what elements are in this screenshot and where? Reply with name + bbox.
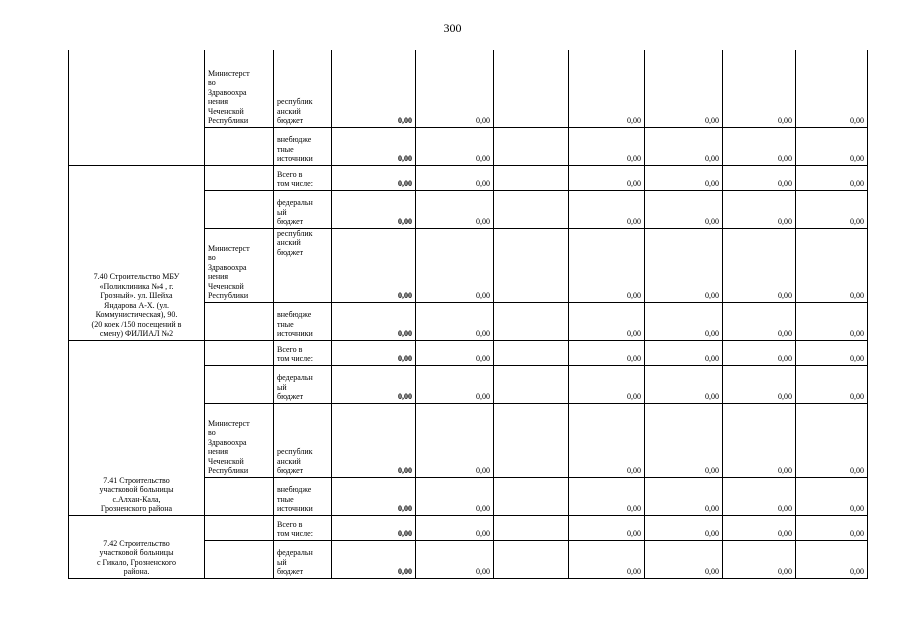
value-col3 [494,340,569,365]
value-col6: 0,00 [723,403,796,477]
executor-cell [205,165,274,190]
object-name-7-41: 7.41 Строительство участковой больницы с.Алхан-Кала, Грозненского района [69,340,205,515]
value-col3 [494,190,569,228]
value-col4: 0,00 [569,302,645,340]
value-col2: 0,00 [416,190,494,228]
value-col4: 0,00 [569,50,645,127]
value-col3 [494,228,569,302]
value-col6: 0,00 [723,515,796,540]
value-col4: 0,00 [569,403,645,477]
value-col5: 0,00 [645,165,723,190]
value-col6: 0,00 [723,540,796,578]
value-col5: 0,00 [645,50,723,127]
value-col4: 0,00 [569,477,645,515]
value-col6: 0,00 [723,477,796,515]
source-extra: внебюдже тные источники [274,127,332,165]
source-federal: федеральн ый бюджет [274,540,332,578]
value-total: 0,00 [332,540,416,578]
object-name-7-40: 7.40 Строительство МБУ «Поликлиника №4 , г. Грозный». ул. Шейха Яндарова А-Х. (ул. Коммунистическая), 90. (20 коек /150 посещений в смену) ФИЛИАЛ №2 [69,165,205,340]
executor-cell [205,540,274,578]
value-col7: 0,00 [796,515,868,540]
value-col2: 0,00 [416,515,494,540]
value-total: 0,00 [332,228,416,302]
executor-cell [205,515,274,540]
value-col4: 0,00 [569,190,645,228]
value-col6: 0,00 [723,127,796,165]
source-total: Всего в том числе: [274,515,332,540]
value-col5: 0,00 [645,477,723,515]
value-total: 0,00 [332,127,416,165]
value-col3 [494,50,569,127]
page-number: 300 [443,21,462,35]
value-col2: 0,00 [416,228,494,302]
value-col2: 0,00 [416,127,494,165]
object-name-7-42: 7.42 Строительство участковой больницы с Гикало, Грозненского района. [69,515,205,578]
value-col5: 0,00 [645,228,723,302]
table-row [69,50,868,127]
table-row [69,165,868,190]
value-total: 0,00 [332,50,416,127]
budget-table [68,50,868,579]
value-col7: 0,00 [796,228,868,302]
executor-cell [205,365,274,403]
executor-cell [205,302,274,340]
executor-cell: Министерст во Здравоохра нения Чеченской Республики [205,228,274,302]
value-total: 0,00 [332,340,416,365]
value-col2: 0,00 [416,302,494,340]
value-col7: 0,00 [796,477,868,515]
value-col6: 0,00 [723,365,796,403]
value-col5: 0,00 [645,515,723,540]
value-col7: 0,00 [796,340,868,365]
value-col6: 0,00 [723,302,796,340]
source-republic: республик анский бюджет [274,228,332,302]
executor-cell [205,340,274,365]
value-col5: 0,00 [645,365,723,403]
value-col7: 0,00 [796,365,868,403]
value-col4: 0,00 [569,165,645,190]
value-col5: 0,00 [645,403,723,477]
executor-cell: Министерст во Здравоохра нения Чеченской Республики [205,50,274,127]
value-col5: 0,00 [645,190,723,228]
value-col6: 0,00 [723,165,796,190]
value-col6: 0,00 [723,50,796,127]
value-col2: 0,00 [416,403,494,477]
executor-cell: Министерст во Здравоохра нения Чеченской Республики [205,403,274,477]
value-col2: 0,00 [416,365,494,403]
value-col7: 0,00 [796,540,868,578]
executor-cell [205,127,274,165]
value-col3 [494,302,569,340]
source-extra: внебюдже тные источники [274,477,332,515]
value-col3 [494,540,569,578]
value-col7: 0,00 [796,403,868,477]
value-total: 0,00 [332,403,416,477]
value-total: 0,00 [332,165,416,190]
value-col6: 0,00 [723,228,796,302]
value-total: 0,00 [332,302,416,340]
value-col3 [494,477,569,515]
source-total: Всего в том числе: [274,165,332,190]
value-total: 0,00 [332,365,416,403]
value-col6: 0,00 [723,190,796,228]
value-col5: 0,00 [645,540,723,578]
source-republic: республик анский бюджет [274,403,332,477]
value-col3 [494,515,569,540]
table-row [69,340,868,365]
table-row [69,515,868,540]
value-col3 [494,127,569,165]
value-col2: 0,00 [416,477,494,515]
value-col2: 0,00 [416,540,494,578]
value-col5: 0,00 [645,127,723,165]
object-cell-prev [69,50,205,165]
value-col4: 0,00 [569,228,645,302]
value-col7: 0,00 [796,165,868,190]
value-col7: 0,00 [796,190,868,228]
source-republic: республик анский бюджет [274,50,332,127]
value-col3 [494,403,569,477]
executor-cell [205,190,274,228]
executor-cell [205,477,274,515]
value-col2: 0,00 [416,340,494,365]
value-col2: 0,00 [416,165,494,190]
source-federal: федеральн ый бюджет [274,190,332,228]
value-col5: 0,00 [645,340,723,365]
value-total: 0,00 [332,190,416,228]
value-col4: 0,00 [569,515,645,540]
value-col7: 0,00 [796,50,868,127]
value-col5: 0,00 [645,302,723,340]
value-col4: 0,00 [569,365,645,403]
value-col7: 0,00 [796,127,868,165]
value-col4: 0,00 [569,540,645,578]
value-col4: 0,00 [569,340,645,365]
source-total: Всего в том числе: [274,340,332,365]
source-extra: внебюдже тные источники [274,302,332,340]
value-col7: 0,00 [796,302,868,340]
value-col6: 0,00 [723,340,796,365]
value-col3 [494,165,569,190]
value-total: 0,00 [332,515,416,540]
source-federal: федеральн ый бюджет [274,365,332,403]
value-col3 [494,365,569,403]
value-col4: 0,00 [569,127,645,165]
value-total: 0,00 [332,477,416,515]
value-col2: 0,00 [416,50,494,127]
